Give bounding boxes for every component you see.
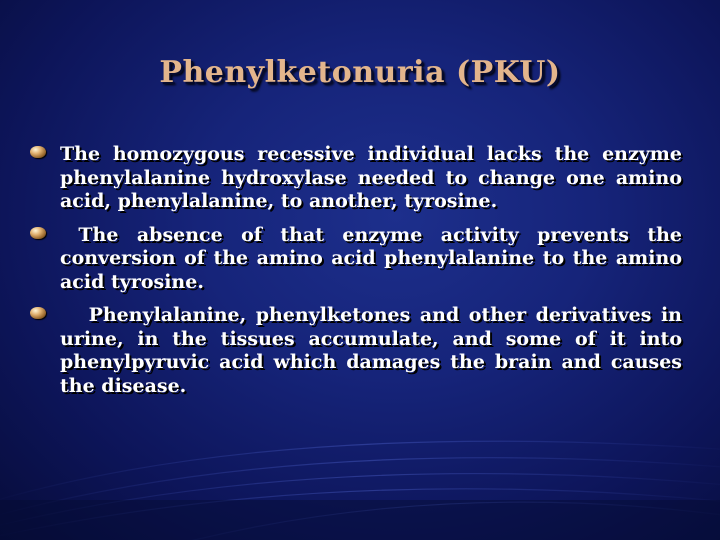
- bronze-sphere-bullet-icon: [30, 227, 46, 239]
- bronze-sphere-bullet-icon: [30, 146, 46, 158]
- bullet-item: [30, 143, 682, 214]
- bullet-list: [30, 143, 682, 408]
- bronze-sphere-bullet-icon: [30, 307, 46, 319]
- bullet-item: [30, 224, 682, 295]
- bullet-text: The absence of that enzyme activity prevents the conversion of the amino acid phenylalanine to the amino acid tyrosine.: [60, 223, 682, 293]
- bullet-text: The homozygous recessive individual lacks the enzyme phenylalanine hydroxylase needed to change one amino acid, phenylalanine, to another, tyrosine.: [60, 143, 682, 212]
- bullet-item: [30, 304, 682, 398]
- bullet-text: Phenylalanine, phenylketones and other derivatives in urine, in the tissues accumulate, and some of it into phenylpyruvic acid which damages the brain and causes the disease.: [60, 304, 682, 397]
- slide-title: Phenylketonuria (PKU): [159, 55, 561, 90]
